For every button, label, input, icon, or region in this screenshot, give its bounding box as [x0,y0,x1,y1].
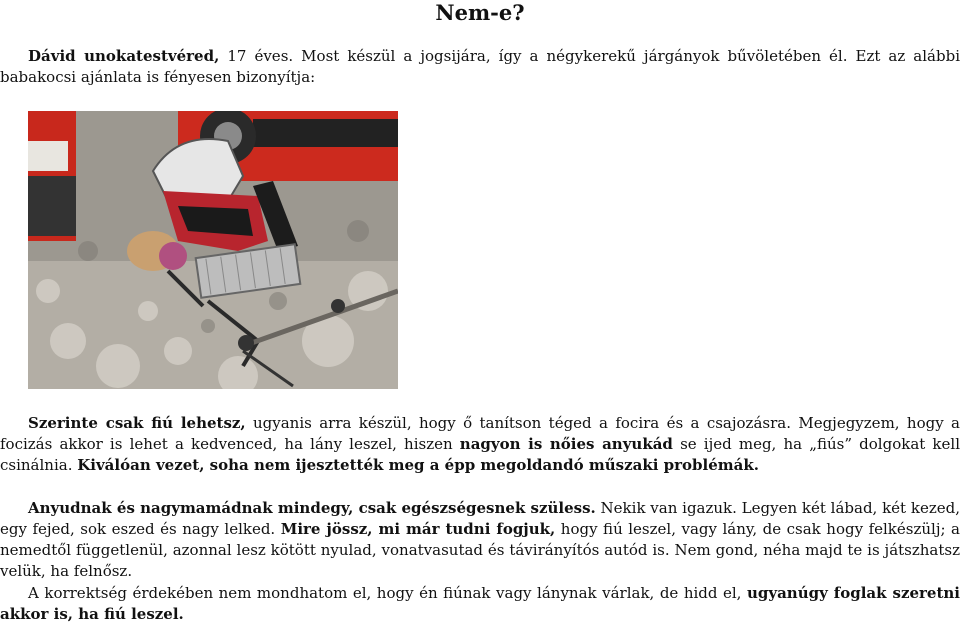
boy-bold-3: Kiválóan vezet, soha nem ijesztették meg a épp megoldandó műszaki problémák. [77,456,759,474]
boy-bold-2: nagyon is nőies anyukád [459,435,673,453]
closing-text: A korrektség érdekében nem mondhatom el, hogy én fiúnak vagy lánynak várlak, de hidd el, [28,584,747,602]
paragraph-healthy [0,498,960,582]
boy-text-2: se ijed meg, ha „fiús” dolgokat kell csinálnia. [0,435,960,474]
healthy-bold-1: Anyudnak és nagymamádnak mindegy, csak egészségesnek szüless. [28,499,596,517]
boy-bold-1: Szerinte csak fiú lehetsz, [28,414,246,432]
paragraph-closing [0,583,960,625]
healthy-bold-2: Mire jössz, mi már tudni fogjuk, [280,520,556,538]
healthy-text-2: hogy fiú leszel, vagy lány, de csak hogy felkészülj; a nemedtől függetlenül, azonnal lesz kötött nyulad, vonatvasutad és távirányítós autód is. Nem gond, néha majd te is játszhatsz velük, ha felnősz. [0,520,960,580]
closing-bold: ugyanúgy foglak szeretni akkor is, ha fiú leszel. [0,584,960,623]
paragraph-intro [0,46,960,88]
healthy-text-1: Nekik van igazuk. Legyen két lábad, két kezed, egy fejed, sok eszed és nagy lelked. [0,499,960,538]
intro-bold: Dávid unokatestvéred, [28,47,220,65]
paragraph-boy [0,413,960,476]
stroller-photo [28,111,398,389]
intro-text: 17 éves. Most készül a jogsijára, így a négykerekű járgányok bűvöletében él. Ezt az alábbi babakocsi ajánlata is fényesen bizonyítja: [0,47,960,86]
page-title: Nem-e? [435,0,525,25]
boy-text-1: ugyanis arra készül, hogy ő tanítson téged a focira és a csajozásra. Megjegyzem, hogy a focizás akkor is lehet a kedvenced, ha lány leszel, hiszen [0,414,960,453]
